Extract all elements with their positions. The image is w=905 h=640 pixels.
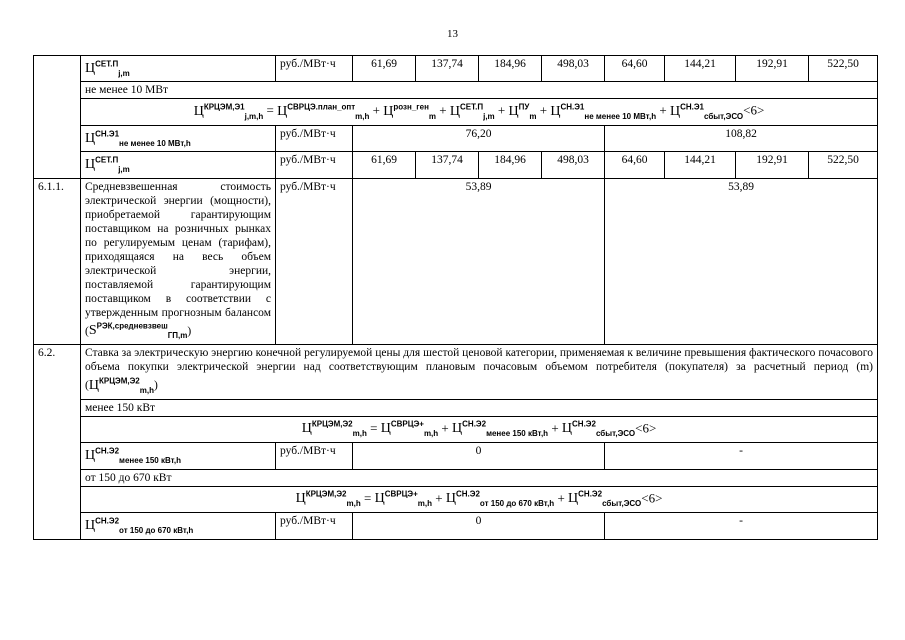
table-row — [34, 345, 878, 399]
value-cell: 61,69 — [353, 56, 416, 82]
table-row — [34, 513, 878, 539]
value-cell: 192,91 — [736, 56, 809, 82]
section-caption: менее 150 кВт — [81, 399, 878, 416]
table-row — [34, 125, 878, 151]
unit-cell: руб./МВт·ч — [276, 178, 353, 344]
value-cell: 61,69 — [353, 152, 416, 178]
param-cell: $Ц^{СЕТ.П}_{j,m}$ — [81, 152, 276, 178]
page-number: 13 — [447, 28, 458, 40]
value-cell: 498,03 — [542, 56, 605, 82]
value-cell: 192,91 — [736, 152, 809, 178]
value-cell: 498,03 — [542, 152, 605, 178]
value-cell: 64,60 — [605, 56, 665, 82]
param-cell: $Ц^{СН.Э2}_{от 150 до 670 кВт,h}$ — [81, 513, 276, 539]
description-cell: Средневзвешенная стоимость электрической энергии (мощности), приобретаемой гарантирующим поставщиком на розничных рынках по регулируемым ценам (тарифам), приходящаяся на весь объем электрической энергии, поставляемой гарантирующим поставщиком в соответствии с утвержденным прогнозным балансом $(S^{РЭК,средневзвеш}_{ГП,m})$ — [81, 178, 276, 344]
table-row — [34, 443, 878, 469]
param-cell: $Ц^{СН.Э2}_{менее 150 кВт,h}$ — [81, 443, 276, 469]
value-cell: 137,74 — [416, 56, 479, 82]
formula-e1: $Ц^{КРЦЭМ,Э1}_{j,m,h} = Ц^{СВРЦЭ.план\_опт}_{m,h} + Ц^{розн\_ген}_m + Ц^{СЕТ.П}_{j,m} + Ц^{ПУ}_m + Ц^{СН.Э1}_{не менее 10 МВт,h} + Ц^{СН.Э1}_{сбыт,ЭСО}<6>$ — [81, 99, 878, 125]
table-row — [34, 56, 878, 82]
value-cell: 144,21 — [665, 152, 736, 178]
tariff-table — [33, 55, 878, 540]
value-cell: 53,89 — [605, 178, 878, 344]
table-row — [34, 399, 878, 416]
table-row — [34, 486, 878, 512]
table-row — [34, 82, 878, 99]
section-caption: не менее 10 МВт — [81, 82, 878, 99]
row-number-cell — [34, 56, 81, 179]
value-cell: 522,50 — [809, 152, 878, 178]
unit-cell: руб./МВт·ч — [276, 125, 353, 151]
param-cell: $Ц^{СН.Э1}_{не менее 10 МВт,h}$ — [81, 125, 276, 151]
value-cell: - — [605, 513, 878, 539]
unit-cell: руб./МВт·ч — [276, 56, 353, 82]
value-cell: - — [605, 443, 878, 469]
unit-cell: руб./МВт·ч — [276, 513, 353, 539]
table-row — [34, 416, 878, 442]
table-row — [34, 152, 878, 178]
balance-symbol: $S^{РЭК,средневзвеш}_{ГП,m}$ — [88, 321, 188, 341]
formula-e2-under-150: $Ц^{КРЦЭМ,Э2}_{m,h} = Ц^{СВРЦЭ+}_{m,h} + Ц^{СН.Э2}_{менее 150 кВт,h} + Ц^{СН.Э2}_{сбыт,ЭСО}<6>$ — [81, 416, 878, 442]
value-cell: 53,89 — [353, 178, 605, 344]
row-number: 6.2. — [34, 345, 81, 539]
table-row — [34, 99, 878, 125]
param-symbol: $Ц^{СЕТ.П}_{j,m}$ — [85, 59, 130, 78]
formula-e2-150-670: $Ц^{КРЦЭМ,Э2}_{m,h} = Ц^{СВРЦЭ+}_{m,h} + Ц^{СН.Э2}_{от 150 до 670 кВт,h} + Ц^{СН.Э2}_{сбыт,ЭСО}<6>$ — [81, 486, 878, 512]
section-caption: от 150 до 670 кВт — [81, 469, 878, 486]
value-cell: 184,96 — [479, 152, 542, 178]
value-cell: 108,82 — [605, 125, 878, 151]
value-cell: 76,20 — [353, 125, 605, 151]
value-cell: 64,60 — [605, 152, 665, 178]
value-cell: 0 — [353, 513, 605, 539]
value-cell: 522,50 — [809, 56, 878, 82]
unit-cell: руб./МВт·ч — [276, 443, 353, 469]
value-cell: 144,21 — [665, 56, 736, 82]
row-number: 6.1.1. — [34, 178, 81, 344]
value-cell: 0 — [353, 443, 605, 469]
unit-cell: руб./МВт·ч — [276, 152, 353, 178]
table-row — [34, 178, 878, 344]
value-cell: 137,74 — [416, 152, 479, 178]
value-cell: 184,96 — [479, 56, 542, 82]
section-description: Ставка за электрическую энергию конечной регулируемой цены для шестой ценовой категории, применяемая к величине превышения фактического почасового объема покупки электрической энергии над соответствующим плановым почасовым объемом потребителя (покупателя) за расчетный период (m) $(Ц^{КРЦЭМ,Э2}_{m,h})$ — [81, 345, 878, 399]
table-row — [34, 469, 878, 486]
param-cell — [81, 56, 276, 82]
